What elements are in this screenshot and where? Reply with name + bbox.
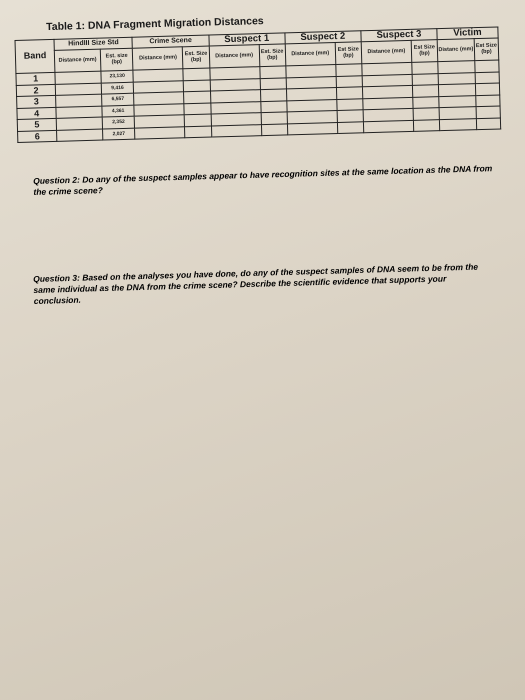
empty-cell (337, 110, 363, 122)
empty-cell (135, 126, 185, 139)
empty-cell (260, 77, 286, 89)
group-header-suspect-1: Suspect 1 (209, 33, 285, 46)
group-header-suspect-3: Suspect 3 (361, 29, 437, 42)
std-distance-cell (57, 129, 103, 142)
empty-cell (475, 60, 499, 72)
band-number: 2 (16, 84, 55, 97)
std-size-cell: 9,416 (101, 82, 134, 94)
empty-cell (476, 106, 500, 118)
empty-cell (261, 112, 287, 124)
empty-cell (184, 103, 210, 115)
worksheet-content (14, 8, 507, 143)
empty-cell (412, 73, 438, 85)
empty-cell (336, 87, 362, 99)
empty-cell (259, 66, 285, 78)
size-header: Est. Size (bp) (259, 44, 286, 67)
std-size-cell: 4,361 (102, 105, 135, 117)
empty-cell (476, 94, 500, 106)
std-size-cell: 23,130 (101, 70, 134, 82)
empty-cell (184, 91, 210, 103)
distance-header: Distance (mm) (361, 40, 412, 63)
empty-cell (183, 68, 209, 80)
band-number: 6 (18, 130, 57, 143)
std-size-cell: 2,027 (102, 128, 135, 140)
band-number: 1 (16, 72, 55, 85)
empty-cell (439, 118, 476, 131)
band-number: 3 (17, 95, 56, 108)
empty-cell (475, 71, 499, 83)
empty-cell (413, 108, 439, 120)
distance-header: Distanc (mm) (437, 39, 475, 62)
size-header: Est. size (bp) (100, 48, 133, 71)
empty-cell (413, 96, 439, 108)
question-3: Question 3: Based on the analyses you have done, do any of the suspect samples of DNA seem to be from the same individual as the DNA from the crime scene? Describe the scientific evidence that supports your conclusion. (33, 261, 479, 307)
distance-header: Distance (mm) (209, 45, 260, 68)
empty-cell (363, 120, 413, 133)
distance-header: Distance (mm) (133, 47, 184, 70)
empty-cell (287, 122, 337, 135)
empty-cell (336, 64, 362, 76)
size-header: Est. Size (bp) (183, 46, 210, 69)
size-header: Est Size (bp) (411, 40, 438, 63)
group-header-crime-scene: Crime Scene (132, 35, 208, 48)
group-header-hindiii: HindIII Size Std (54, 37, 133, 50)
band-number: 5 (17, 118, 56, 131)
empty-cell (412, 85, 438, 97)
empty-cell (475, 83, 499, 95)
empty-cell (184, 80, 210, 92)
group-header-victim: Victim (437, 27, 498, 40)
distance-header: Distance (mm) (285, 43, 336, 66)
empty-cell (185, 126, 211, 138)
empty-cell (211, 124, 261, 137)
empty-cell (337, 121, 363, 133)
std-size-cell: 2,352 (102, 116, 135, 128)
empty-cell (336, 75, 362, 87)
empty-cell (413, 119, 439, 131)
size-header: Est Size (bp) (335, 42, 362, 65)
group-header-suspect-2: Suspect 2 (285, 31, 361, 44)
table-title: Table 1: DNA Fragment Migration Distances (45, 15, 264, 34)
empty-cell (261, 123, 287, 135)
question-2: Question 2: Do any of the suspect samples appear to have recognition sites at the same location as the DNA from the crime scene? (33, 163, 493, 198)
empty-cell (412, 62, 438, 74)
band-header: Band (15, 39, 55, 73)
dna-fragment-table (15, 26, 502, 142)
empty-cell (476, 117, 500, 129)
std-size-cell: 6,557 (101, 93, 134, 105)
empty-cell (260, 100, 286, 112)
size-header: Est Size (bp) (474, 38, 499, 61)
empty-cell (337, 98, 363, 110)
empty-cell (185, 114, 211, 126)
empty-cell (260, 89, 286, 101)
band-number: 4 (17, 107, 56, 120)
distance-header: Distance (mm) (54, 49, 100, 72)
